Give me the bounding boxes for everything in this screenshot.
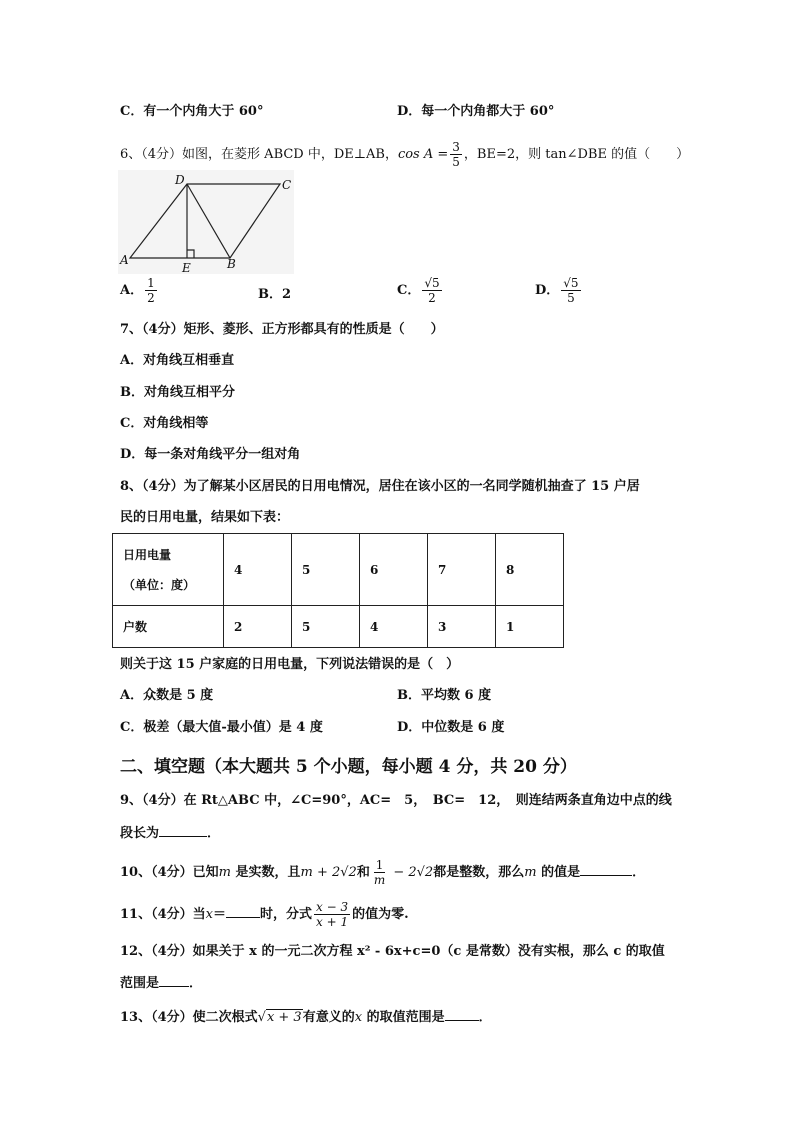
q10-expr2: − 2√2 (389, 865, 434, 880)
q10-answer-blank[interactable] (580, 863, 632, 876)
q6-option-a-num: 1 (147, 276, 155, 290)
q7-option-a: A．对角线互相垂直 (120, 353, 235, 368)
table-cell: 5 (292, 606, 360, 648)
q12-answer-blank[interactable] (159, 974, 189, 987)
q6-cos-label: cos A = (397, 147, 449, 162)
q8-option-c: C．极差（最大值-最小值）是 4 度 (120, 720, 323, 735)
q13-mid: 有意义的 (302, 1010, 355, 1025)
q10-and: 和 (356, 865, 370, 880)
label-d: D (175, 173, 185, 187)
label-b: B (227, 257, 236, 271)
q6-cos-den: 5 (452, 155, 460, 169)
q12-line2 (120, 974, 202, 993)
q11-answer-blank[interactable] (226, 905, 260, 918)
q9-answer-blank[interactable] (159, 824, 207, 837)
section2-title: 二、填空题（本大题共 5 个小题，每小题 4 分，共 20 分） (120, 757, 577, 777)
q13-sqrt: √x + 3 (257, 1010, 302, 1025)
rhombus-diagram (118, 170, 294, 274)
table-cell: 8 (496, 534, 564, 606)
q10-expr1: m + 2√2 (300, 865, 357, 880)
table-header-usage (113, 534, 224, 606)
q6-option-d-num: √5 (563, 276, 579, 290)
q8-stem-line1: 8、（4分）为了解某小区居民的日用电情况，居住在该小区的一名同学随机抽查了 15 户居 (120, 479, 640, 494)
table-cell: 3 (428, 606, 496, 648)
electricity-table (112, 533, 564, 648)
q10-prefix: 10、（4分）已知 (120, 865, 219, 880)
q5-option-c: C．有一个内角大于 60° (120, 104, 264, 119)
q6-stem-suffix: ，BE=2，则 tan∠DBE 的值（ ） (463, 147, 690, 162)
q6-option-c-den: 2 (428, 291, 436, 305)
table-row-usage (113, 534, 564, 606)
table-header-households: 户数 (113, 606, 224, 648)
q7-option-b: B．对角线互相平分 (120, 385, 235, 400)
table-row-households (113, 606, 564, 648)
table-cell: 6 (360, 534, 428, 606)
q6-option-c (397, 276, 444, 305)
q7-stem: 7、（4分）矩形、菱形、正方形都具有的性质是（ ） (120, 322, 444, 337)
segment-db (187, 184, 230, 258)
q10-fraction (372, 858, 387, 887)
q6-option-a (120, 276, 159, 305)
q6-stem-prefix: 6、（4分）如图，在菱形 ABCD 中，DE⊥AB， (120, 147, 398, 162)
table-header-usage-line2: （单位：度） (123, 577, 196, 592)
rhombus-outline (130, 184, 280, 258)
q11-suffix: 的值为零. (352, 907, 409, 922)
q11-mid: ＝ (212, 907, 226, 922)
q11-frac-num: x − 3 (316, 900, 349, 914)
q6-stem (120, 140, 689, 169)
q10-mid1: 是实数，且 (230, 865, 301, 880)
q11-frac-den: x + 1 (316, 915, 349, 929)
q5-option-d: D．每一个内角都大于 60° (397, 104, 555, 119)
q13-suffix: 的取值范围是 (362, 1010, 445, 1025)
q6-option-d (535, 276, 583, 305)
table-cell: 4 (224, 534, 292, 606)
q10-frac-den: m (373, 873, 386, 887)
q13-radicand: x + 3 (266, 1010, 302, 1025)
q8-stem-line2: 民的日用电量，结果如下表： (120, 510, 290, 525)
q13-answer-blank[interactable] (445, 1008, 479, 1021)
q6-option-c-num: √5 (424, 276, 440, 290)
table-cell: 5 (292, 534, 360, 606)
q8-option-d: D．中位数是 6 度 (397, 720, 505, 735)
q11-prefix: 11、（4分）当 (120, 907, 206, 922)
q10-mid3: 的值是 (536, 865, 581, 880)
q12-line2-prefix: 范围是 (120, 976, 160, 991)
q6-option-b: B．2 (258, 287, 292, 302)
q10-mid2: 都是整数，那么 (433, 865, 525, 880)
q8-option-b: B．平均数 6 度 (397, 688, 492, 703)
q11-line (120, 900, 409, 929)
q9-line2-prefix: 段长为 (120, 826, 160, 841)
q6-option-c-label: C． (397, 283, 421, 298)
right-angle-mark (187, 250, 194, 258)
q7-option-c: C．对角线相等 (120, 416, 209, 431)
label-a: A (120, 253, 129, 267)
table-header-usage-line1: 日用电量 (123, 547, 172, 562)
q10-var-m: m (218, 865, 231, 880)
label-c: C (282, 178, 292, 192)
q6-cos-num: 3 (452, 140, 460, 154)
q12-line1: 12、（4分）如果关于 x 的一元二次方程 x² - 6x+c=0（c 是常数）没有实根，那么 c 的取值 (120, 944, 665, 959)
q6-option-d-label: D． (535, 283, 560, 298)
q9-line2-suffix: ． (207, 826, 221, 841)
q10-var-m2: m (524, 865, 537, 880)
q8-question: 则关于这 15 户家庭的日用电量，下列说法错误的是（ ） (120, 657, 460, 672)
q9-line1: 9、（4分）在 Rt△ABC 中，∠C=90°，AC= 5， BC= 12， 则连结两条直角边中点的线 (120, 793, 672, 808)
q10-frac-num: 1 (375, 858, 384, 872)
q6-option-d-frac (561, 276, 580, 305)
q10-line (120, 858, 645, 887)
table-cell: 2 (224, 606, 292, 648)
q6-option-a-label: A． (120, 283, 144, 298)
q11-mid2: 时，分式 (260, 907, 313, 922)
q12-line2-suffix: ． (189, 976, 203, 991)
q7-option-d: D．每一条对角线平分一组对角 (120, 447, 301, 462)
table-cell: 4 (360, 606, 428, 648)
q13-line (120, 1008, 492, 1027)
q6-option-a-den: 2 (147, 291, 155, 305)
q9-line2 (120, 824, 220, 843)
rhombus-figure (118, 170, 294, 274)
q6-option-a-frac (145, 276, 157, 305)
q6-option-c-frac (422, 276, 441, 305)
q11-fraction (314, 900, 350, 929)
table-cell: 7 (428, 534, 496, 606)
q8-option-a: A．众数是 5 度 (120, 688, 214, 703)
table-cell: 1 (496, 606, 564, 648)
q11-var-x: x (205, 907, 213, 922)
q10-end: ． (632, 865, 646, 880)
q6-option-d-den: 5 (567, 291, 575, 305)
q13-var-x: x (354, 1010, 363, 1025)
q13-prefix: 13、（4分）使二次根式 (120, 1010, 258, 1025)
q6-cos-fraction (450, 140, 462, 169)
label-e: E (182, 261, 191, 274)
q13-end: ． (478, 1010, 492, 1025)
